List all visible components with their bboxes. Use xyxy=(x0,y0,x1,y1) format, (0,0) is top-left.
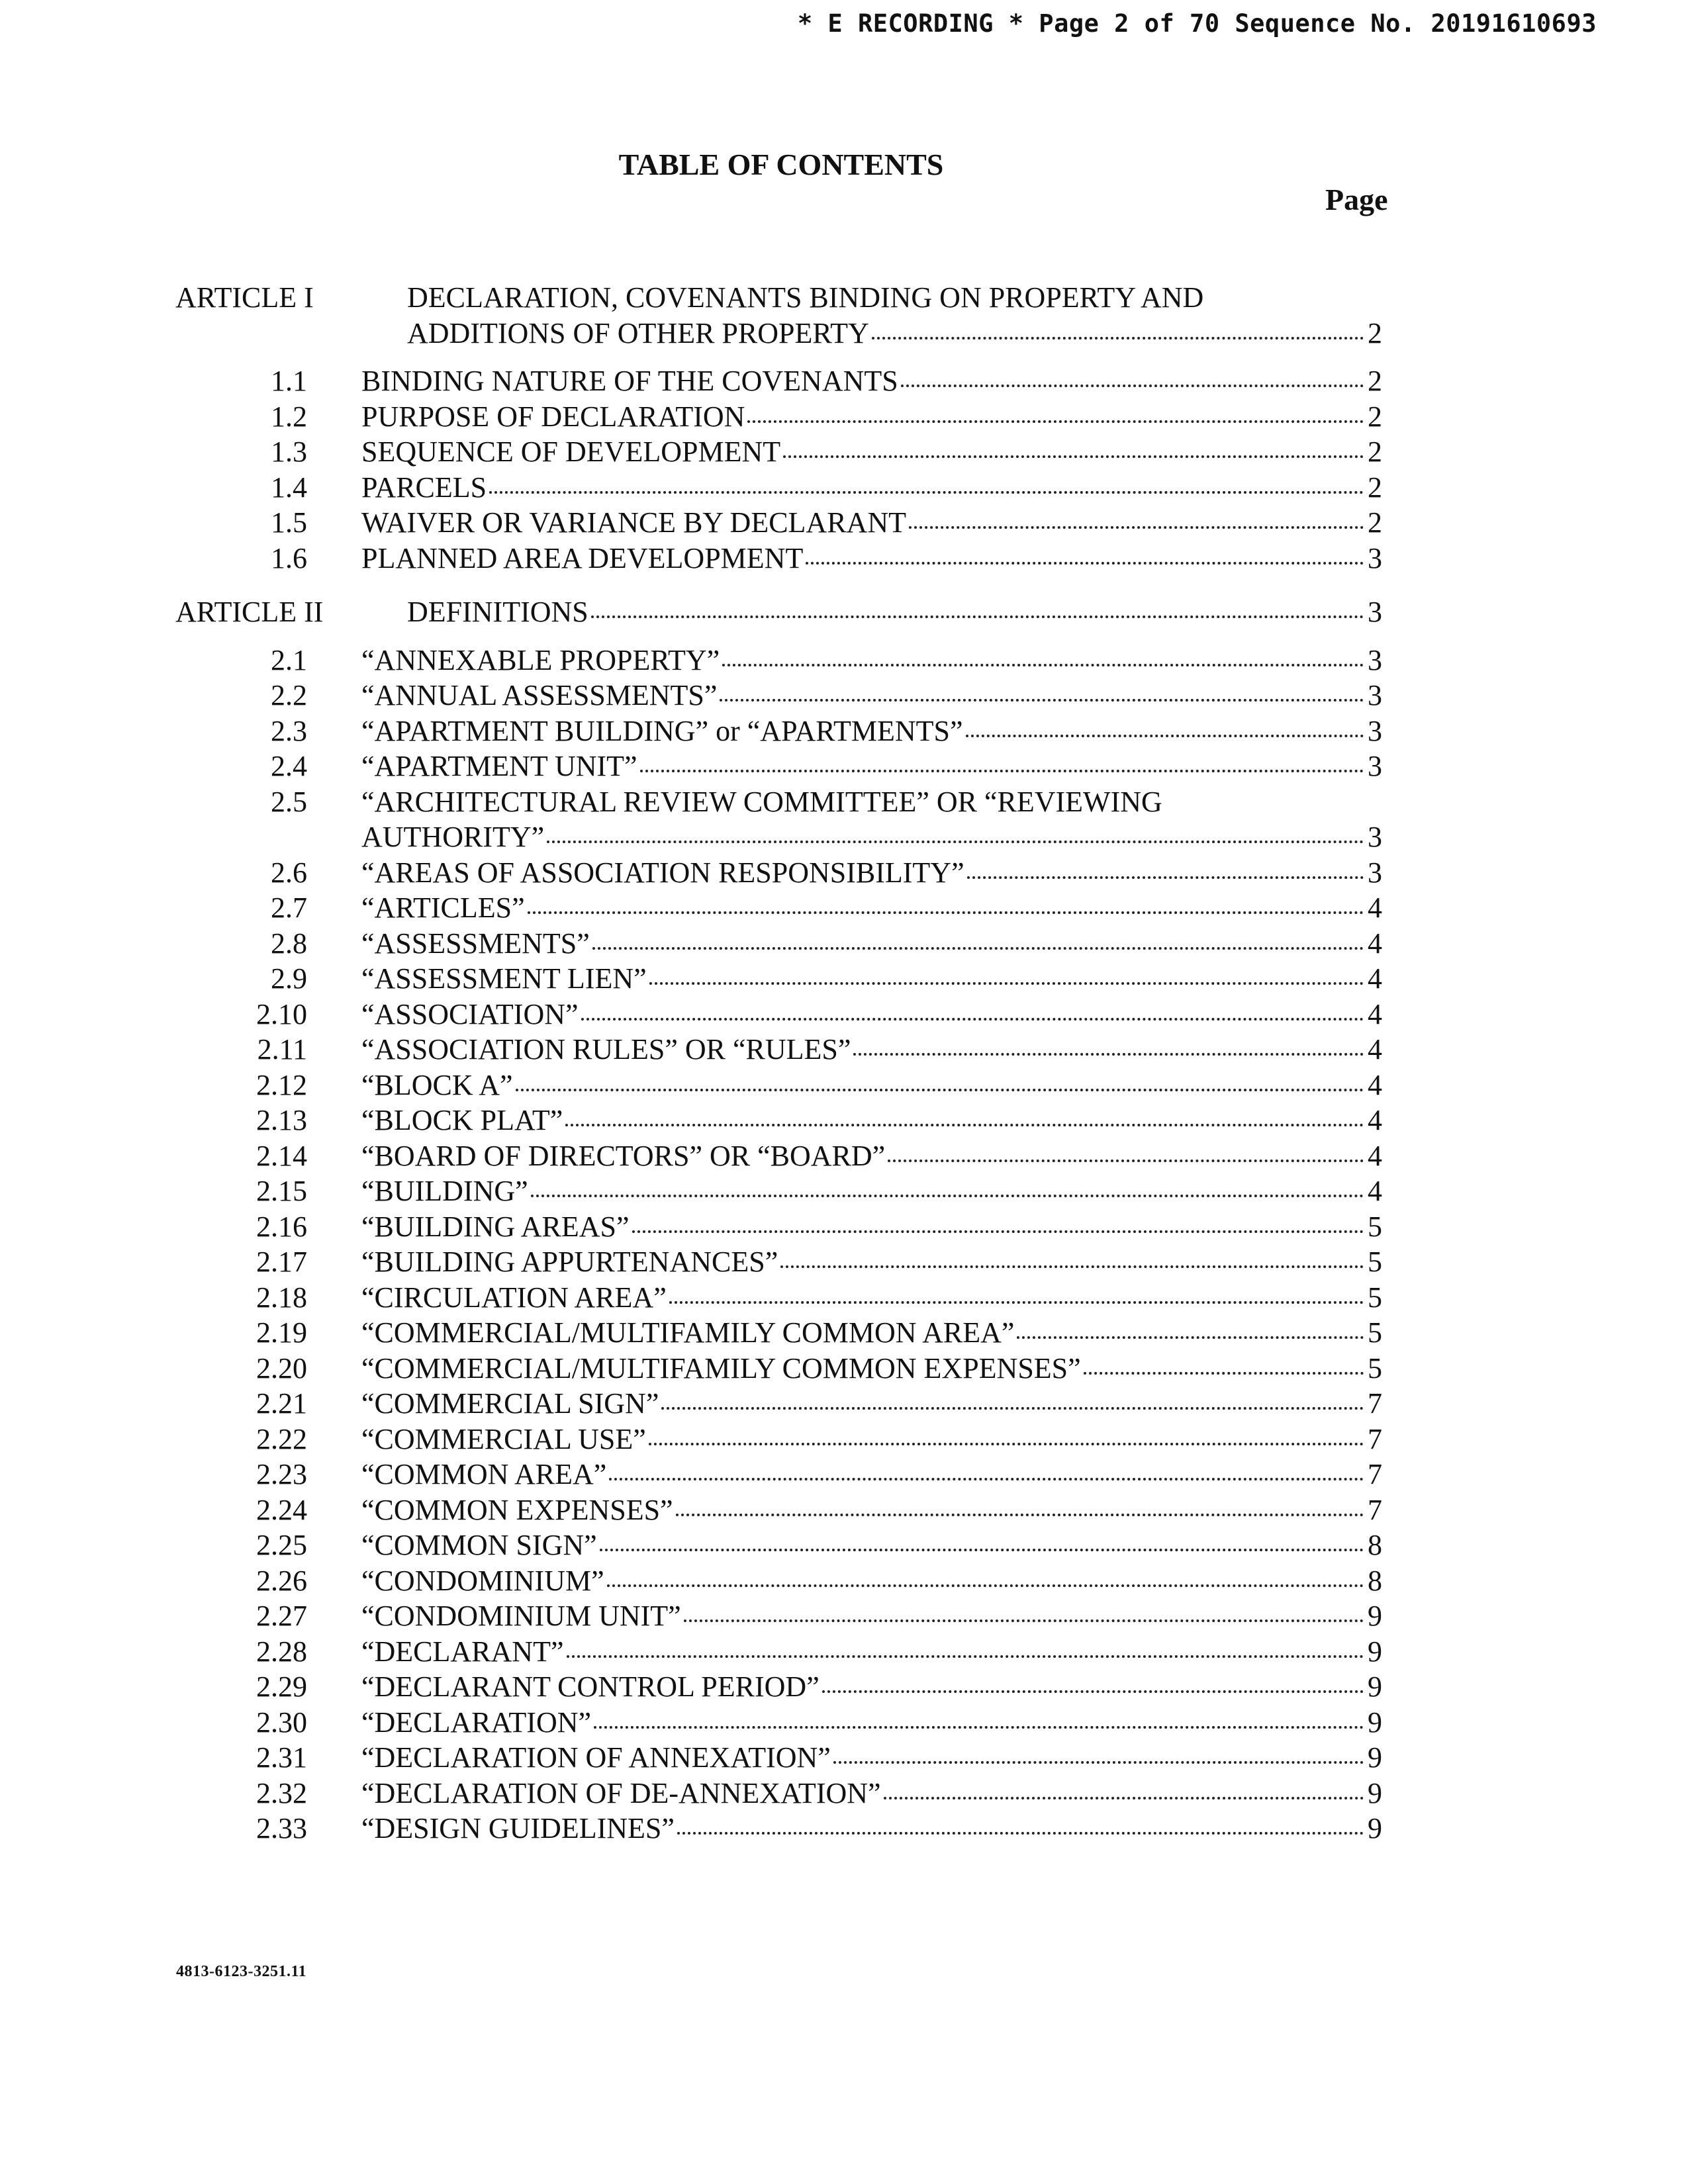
page-number: 9 xyxy=(1368,1706,1382,1739)
section-number: 1.2 xyxy=(271,400,307,433)
section-title: “APARTMENT BUILDING” or “APARTMENTS” xyxy=(361,714,963,747)
page-number: 7 xyxy=(1368,1387,1382,1420)
toc-section-row xyxy=(0,1563,1688,1599)
page-number: 5 xyxy=(1368,1351,1382,1385)
toc-entry xyxy=(361,1492,1382,1528)
section-title: “ASSOCIATION RULES” OR “RULES” xyxy=(361,1033,851,1066)
dot-leader xyxy=(684,1619,1364,1622)
toc-section-row xyxy=(0,541,1688,576)
toc-entry xyxy=(361,399,1382,435)
article-title-line: ADDITIONS OF OTHER PROPERTY xyxy=(407,316,869,349)
section-number: 1.1 xyxy=(271,365,307,397)
toc-entry xyxy=(361,434,1382,470)
page-number: 2 xyxy=(1368,400,1382,433)
article-label: ARTICLE I xyxy=(175,281,314,314)
section-number: 2.32 xyxy=(256,1776,307,1809)
toc-entry xyxy=(361,1598,1382,1634)
section-title: PURPOSE OF DECLARATION xyxy=(361,400,745,433)
dot-leader xyxy=(591,615,1364,618)
toc-section-row xyxy=(0,961,1688,997)
toc-entry xyxy=(361,1563,1382,1599)
page-number: 2 xyxy=(1368,365,1382,397)
page-number: 3 xyxy=(1368,821,1382,853)
page-number: 5 xyxy=(1368,1316,1382,1349)
section-number: 2.14 xyxy=(256,1139,307,1172)
section-title-line: AUTHORITY” xyxy=(361,821,545,853)
toc-entry xyxy=(361,961,1382,997)
dot-leader xyxy=(747,420,1364,423)
toc-title: TABLE OF CONTENTS xyxy=(618,148,944,181)
section-number: 2.33 xyxy=(256,1812,307,1844)
toc-entry xyxy=(361,643,1382,678)
section-title: “COMMERCIAL USE” xyxy=(361,1422,646,1455)
toc-section-row xyxy=(0,1280,1688,1316)
section-number: 2.11 xyxy=(257,1033,307,1066)
toc-entry xyxy=(361,505,1382,541)
toc-section-row xyxy=(0,1315,1688,1351)
toc-section-row xyxy=(0,643,1688,678)
section-title: “COMMON SIGN” xyxy=(361,1529,597,1561)
toc-entry xyxy=(361,749,1382,784)
article-1-heading xyxy=(0,280,1688,316)
toc-section-row xyxy=(0,1422,1688,1457)
section-number: 2.16 xyxy=(256,1210,307,1243)
dot-leader xyxy=(547,841,1364,843)
section-title: PLANNED AREA DEVELOPMENT xyxy=(361,541,804,574)
section-title: “CONDOMINIUM” xyxy=(361,1564,604,1597)
section-title-line: “ARCHITECTURAL REVIEW COMMITTEE” OR “REVIEWING xyxy=(361,785,1162,818)
toc-entry xyxy=(361,1103,1382,1138)
dot-leader xyxy=(806,562,1364,565)
section-title: “BOARD OF DIRECTORS” OR “BOARD” xyxy=(361,1139,886,1172)
section-number: 2.21 xyxy=(256,1387,307,1420)
page-column-label: Page xyxy=(1325,183,1388,216)
page-number: 7 xyxy=(1368,1493,1382,1526)
toc-section-row xyxy=(0,1457,1688,1492)
section-title: “ARTICLES” xyxy=(361,891,525,924)
toc-entry xyxy=(361,363,1382,399)
page-number: 4 xyxy=(1368,1104,1382,1136)
toc-entry xyxy=(361,1386,1382,1422)
dot-leader xyxy=(607,1584,1364,1587)
toc-entry xyxy=(361,1634,1382,1670)
toc-section-row xyxy=(0,1740,1688,1776)
dot-leader xyxy=(822,1690,1364,1693)
section-number: 2.5 xyxy=(271,785,307,818)
article-1-sections xyxy=(0,363,1688,576)
section-title: “ANNUAL ASSESSMENTS” xyxy=(361,679,718,711)
page-number: 2 xyxy=(1368,316,1382,349)
section-title: “BUILDING” xyxy=(361,1175,528,1207)
page-number: 4 xyxy=(1368,927,1382,960)
toc-entry xyxy=(361,470,1382,506)
section-number: 2.23 xyxy=(256,1458,307,1490)
section-number: 2.19 xyxy=(256,1316,307,1349)
section-number: 2.7 xyxy=(271,891,307,924)
dot-leader xyxy=(720,699,1364,702)
section-number: 1.5 xyxy=(271,506,307,539)
section-number: 2.15 xyxy=(256,1175,307,1207)
toc-entry xyxy=(361,713,1382,749)
section-title: “ASSESSMENTS” xyxy=(361,927,590,960)
section-title: “DECLARATION” xyxy=(361,1706,592,1739)
section-title: “COMMERCIAL/MULTIFAMILY COMMON EXPENSES” xyxy=(361,1351,1081,1385)
toc-section-row xyxy=(0,1776,1688,1811)
section-title: “DECLARATION OF ANNEXATION” xyxy=(361,1741,831,1774)
page-number: 3 xyxy=(1368,596,1382,628)
toc-section-row xyxy=(0,1386,1688,1422)
dot-leader xyxy=(888,1160,1364,1162)
dot-leader xyxy=(677,1832,1364,1835)
toc-entry xyxy=(361,1457,1382,1492)
toc-entry xyxy=(361,1811,1382,1846)
section-title: “DECLARANT CONTROL PERIOD” xyxy=(361,1670,820,1703)
section-number: 2.29 xyxy=(256,1670,307,1703)
dot-leader xyxy=(516,1089,1364,1091)
dot-leader xyxy=(594,1726,1364,1729)
dot-leader xyxy=(567,1655,1364,1658)
dot-leader xyxy=(676,1514,1364,1516)
section-number: 2.10 xyxy=(256,997,307,1030)
page-number: 4 xyxy=(1368,891,1382,924)
section-number: 2.31 xyxy=(256,1741,307,1774)
toc-section-row xyxy=(0,784,1688,820)
section-title: “COMMON EXPENSES” xyxy=(361,1493,673,1526)
toc-entry xyxy=(361,1705,1382,1741)
section-number: 2.30 xyxy=(256,1706,307,1739)
dot-leader xyxy=(528,911,1364,914)
page-number: 2 xyxy=(1368,506,1382,539)
section-title: “COMMON AREA” xyxy=(361,1458,607,1490)
section-title: “ASSESSMENT LIEN” xyxy=(361,962,647,995)
dot-leader xyxy=(649,1443,1364,1445)
section-number: 1.6 xyxy=(271,541,307,574)
section-title: “COMMERCIAL SIGN” xyxy=(361,1387,659,1420)
dot-leader xyxy=(853,1053,1364,1056)
section-title: “DECLARATION OF DE-ANNEXATION” xyxy=(361,1776,881,1809)
section-title: “BUILDING AREAS” xyxy=(361,1210,630,1243)
dot-leader xyxy=(640,770,1364,772)
toc-section-row xyxy=(0,1492,1688,1528)
dot-leader xyxy=(722,664,1364,666)
section-number: 2.13 xyxy=(256,1104,307,1136)
section-number: 2.24 xyxy=(256,1493,307,1526)
toc-entry xyxy=(361,1669,1382,1705)
toc-section-row xyxy=(0,678,1688,713)
dot-leader xyxy=(967,876,1364,879)
toc-section-row xyxy=(0,890,1688,926)
article-2-heading xyxy=(0,594,1688,630)
section-title: “CONDOMINIUM UNIT” xyxy=(361,1600,681,1632)
dot-leader xyxy=(531,1195,1364,1197)
section-number: 2.8 xyxy=(271,927,307,960)
toc-entry xyxy=(361,1244,1382,1280)
dot-leader xyxy=(661,1407,1364,1410)
section-number: 2.27 xyxy=(256,1600,307,1632)
section-number: 2.3 xyxy=(271,714,307,747)
toc-section-row xyxy=(0,855,1688,891)
toc-section-row xyxy=(0,1527,1688,1563)
toc-section-row xyxy=(0,1669,1688,1705)
dot-leader xyxy=(632,1230,1364,1233)
section-number: 2.12 xyxy=(256,1068,307,1101)
section-title: “ANNEXABLE PROPERTY” xyxy=(361,643,720,676)
page-number: 4 xyxy=(1368,1033,1382,1066)
section-number: 1.3 xyxy=(271,435,307,468)
dot-leader xyxy=(966,735,1364,737)
dot-leader xyxy=(1084,1372,1364,1375)
dot-leader xyxy=(600,1549,1364,1551)
dot-leader xyxy=(1017,1336,1364,1339)
page-number: 3 xyxy=(1368,643,1382,676)
page-number: 9 xyxy=(1368,1776,1382,1809)
toc-entry xyxy=(361,1068,1382,1103)
toc-section-row xyxy=(0,1634,1688,1670)
recording-stamp: * E RECORDING * Page 2 of 70 Sequence No. 20191610693 xyxy=(797,9,1597,38)
page-number: 4 xyxy=(1368,1139,1382,1172)
section-number: 2.9 xyxy=(271,962,307,995)
dot-leader xyxy=(884,1797,1364,1799)
article-2-sections xyxy=(0,643,1688,1846)
toc-section-row xyxy=(0,926,1688,962)
section-number: 2.4 xyxy=(271,750,307,782)
toc-entry xyxy=(407,316,1382,351)
toc-section-row xyxy=(0,505,1688,541)
section-number: 2.28 xyxy=(256,1635,307,1668)
document-id: 4813-6123-3251.11 xyxy=(176,1963,307,1980)
section-title: PARCELS xyxy=(361,471,487,504)
section-number: 2.18 xyxy=(256,1281,307,1314)
toc-entry xyxy=(361,1280,1382,1316)
toc-entry xyxy=(407,594,1382,630)
toc-entry xyxy=(361,926,1382,962)
toc-entry xyxy=(361,678,1382,713)
page-number: 4 xyxy=(1368,962,1382,995)
dot-leader xyxy=(649,982,1364,985)
section-title: “APARTMENT UNIT” xyxy=(361,750,637,782)
page-number: 7 xyxy=(1368,1458,1382,1490)
page-number: 3 xyxy=(1368,856,1382,889)
toc-entry xyxy=(361,997,1382,1032)
section-title: “DESIGN GUIDELINES” xyxy=(361,1812,675,1844)
dot-leader xyxy=(901,385,1364,387)
toc-entry xyxy=(361,855,1382,891)
section-number: 2.1 xyxy=(271,643,307,676)
toc-entry xyxy=(361,1527,1382,1563)
toc-entry xyxy=(361,1138,1382,1174)
page-number: 3 xyxy=(1368,750,1382,782)
section-title: SEQUENCE OF DEVELOPMENT xyxy=(361,435,781,468)
toc-entry xyxy=(361,1315,1382,1351)
toc-section-row xyxy=(0,713,1688,749)
toc-entry xyxy=(361,890,1382,926)
section-number: 2.26 xyxy=(256,1564,307,1597)
toc-section-row xyxy=(0,1351,1688,1387)
section-title: “BUILDING APPURTENANCES” xyxy=(361,1246,778,1278)
toc-section-row xyxy=(0,1598,1688,1634)
toc-section-row xyxy=(0,1138,1688,1174)
toc-section-row xyxy=(0,399,1688,435)
dot-leader xyxy=(909,526,1364,529)
page-number: 8 xyxy=(1368,1529,1382,1561)
page-number: 7 xyxy=(1368,1422,1382,1455)
section-title: “BLOCK A” xyxy=(361,1068,513,1101)
page-number: 9 xyxy=(1368,1600,1382,1632)
page-number: 8 xyxy=(1368,1564,1382,1597)
article-title: DEFINITIONS xyxy=(407,596,588,628)
page-number: 4 xyxy=(1368,1068,1382,1101)
toc-section-row xyxy=(0,997,1688,1032)
page-number: 3 xyxy=(1368,541,1382,574)
section-title: WAIVER OR VARIANCE BY DECLARANT xyxy=(361,506,906,539)
toc-section-row xyxy=(0,1103,1688,1138)
dot-leader xyxy=(833,1761,1364,1764)
section-title: BINDING NATURE OF THE COVENANTS xyxy=(361,365,898,397)
page-number: 9 xyxy=(1368,1812,1382,1844)
section-title: “BLOCK PLAT” xyxy=(361,1104,563,1136)
page-number: 2 xyxy=(1368,471,1382,504)
toc-entry xyxy=(361,541,1382,576)
toc-entry xyxy=(361,819,1382,855)
section-number: 2.2 xyxy=(271,679,307,711)
toc-section-row xyxy=(0,1209,1688,1245)
dot-leader xyxy=(669,1301,1364,1304)
dot-leader xyxy=(780,1265,1364,1268)
toc-section-row xyxy=(0,1068,1688,1103)
toc-entry xyxy=(361,1173,1382,1209)
toc-section-row xyxy=(0,1244,1688,1280)
dot-leader xyxy=(872,337,1364,340)
page-number: 3 xyxy=(1368,679,1382,711)
section-number: 2.6 xyxy=(271,856,307,889)
section-title: “ASSOCIATION” xyxy=(361,997,579,1030)
page-number: 5 xyxy=(1368,1281,1382,1314)
toc-section-row xyxy=(0,1173,1688,1209)
page-number: 9 xyxy=(1368,1741,1382,1774)
page-number: 5 xyxy=(1368,1210,1382,1243)
page-number: 9 xyxy=(1368,1670,1382,1703)
toc-section-row xyxy=(0,363,1688,399)
section-title: “CIRCULATION AREA” xyxy=(361,1281,667,1314)
dot-leader xyxy=(565,1124,1364,1126)
article-1-heading-continued xyxy=(0,316,1688,351)
toc-section-row-continued xyxy=(0,819,1688,855)
dot-leader xyxy=(609,1478,1364,1480)
page-number: 9 xyxy=(1368,1635,1382,1668)
page-number: 3 xyxy=(1368,714,1382,747)
toc-entry xyxy=(361,1740,1382,1776)
section-number: 2.20 xyxy=(256,1351,307,1385)
section-title: “DECLARANT” xyxy=(361,1635,564,1668)
toc-entry xyxy=(361,1776,1382,1811)
toc-section-row xyxy=(0,1032,1688,1068)
toc-entry xyxy=(361,1209,1382,1245)
page-number: 4 xyxy=(1368,997,1382,1030)
toc-section-row xyxy=(0,1811,1688,1846)
section-number: 2.17 xyxy=(256,1246,307,1278)
section-number: 2.25 xyxy=(256,1529,307,1561)
dot-leader xyxy=(783,455,1364,458)
article-label: ARTICLE II xyxy=(175,596,324,628)
toc-entry xyxy=(361,1032,1382,1068)
page-number: 4 xyxy=(1368,1175,1382,1207)
section-title: “COMMERCIAL/MULTIFAMILY COMMON AREA” xyxy=(361,1316,1015,1349)
dot-leader xyxy=(489,491,1364,494)
toc-section-row xyxy=(0,470,1688,506)
toc-section-row xyxy=(0,749,1688,784)
dot-leader xyxy=(592,947,1364,950)
page-number: 2 xyxy=(1368,435,1382,468)
page-number: 5 xyxy=(1368,1246,1382,1278)
section-number: 2.22 xyxy=(256,1422,307,1455)
toc-section-row xyxy=(0,1705,1688,1741)
dot-leader xyxy=(581,1018,1364,1021)
section-number: 1.4 xyxy=(271,471,307,504)
table-of-contents xyxy=(0,280,1688,1846)
toc-entry xyxy=(361,1351,1382,1387)
article-title-line: DECLARATION, COVENANTS BINDING ON PROPERTY AND xyxy=(407,281,1204,314)
toc-section-row xyxy=(0,434,1688,470)
section-title: “AREAS OF ASSOCIATION RESPONSIBILITY” xyxy=(361,856,964,889)
toc-entry xyxy=(361,1422,1382,1457)
